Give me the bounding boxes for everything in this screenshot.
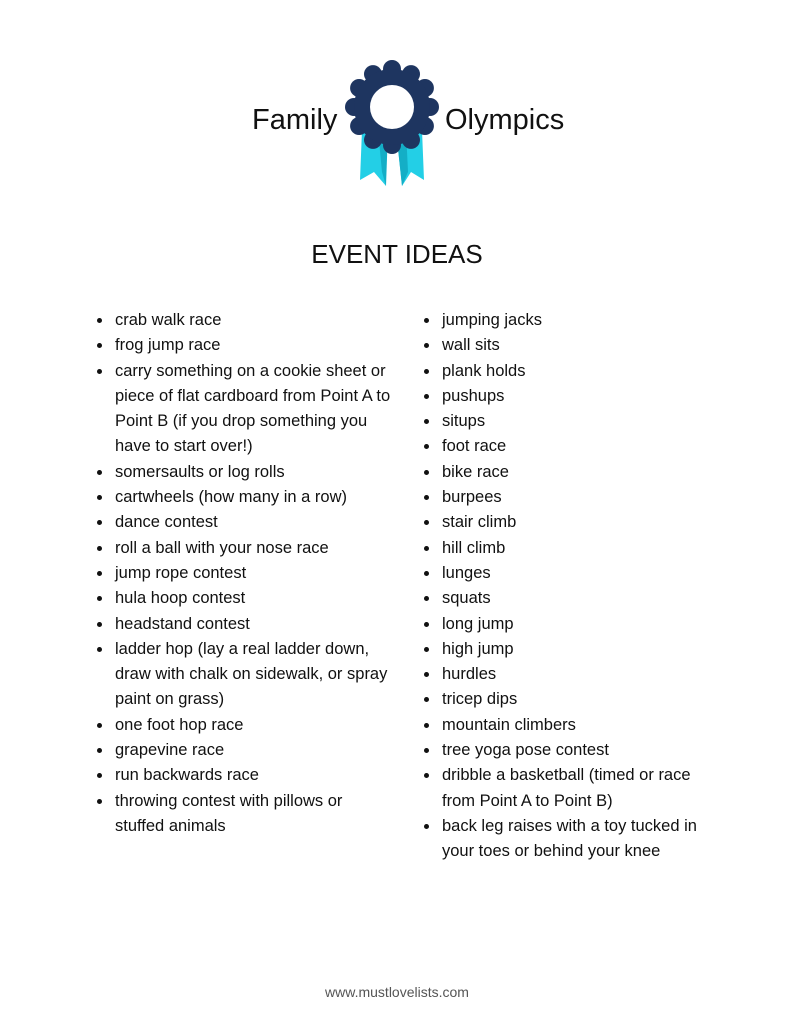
list-item: somersaults or log rolls bbox=[96, 460, 396, 485]
list-item: hurdles bbox=[423, 662, 713, 687]
list-item: grapevine race bbox=[96, 738, 396, 763]
section-title: EVENT IDEAS bbox=[311, 239, 483, 269]
list-item: dribble a basketball (timed or race from Point A to Point B) bbox=[423, 763, 713, 814]
list-item: headstand contest bbox=[96, 612, 396, 637]
list-item: frog jump race bbox=[96, 333, 396, 358]
list-item: ladder hop (lay a real ladder down, draw with chalk on sidewalk, or spray paint on grass) bbox=[96, 637, 396, 713]
list-item: lunges bbox=[423, 561, 713, 586]
title-olympics: Olympics bbox=[445, 104, 565, 136]
list-item: squats bbox=[423, 586, 713, 611]
list-item: mountain climbers bbox=[423, 713, 713, 738]
list-item: foot race bbox=[423, 434, 713, 459]
list-item: one foot hop race bbox=[96, 713, 396, 738]
list-item: crab walk race bbox=[96, 308, 396, 333]
list-item: pushups bbox=[423, 384, 713, 409]
list-item: jump rope contest bbox=[96, 561, 396, 586]
list-item: tricep dips bbox=[423, 687, 713, 712]
list-item: roll a ball with your nose race bbox=[96, 536, 396, 561]
medal-rosette-icon bbox=[338, 60, 448, 190]
list-item: jumping jacks bbox=[423, 308, 713, 333]
list-item: throwing contest with pillows or stuffed animals bbox=[96, 789, 396, 840]
list-item: situps bbox=[423, 409, 713, 434]
list-item: wall sits bbox=[423, 333, 713, 358]
list-item: dance contest bbox=[96, 510, 396, 535]
header bbox=[0, 60, 794, 190]
list-item: stair climb bbox=[423, 510, 713, 535]
list-item: high jump bbox=[423, 637, 713, 662]
footer-url: www.mustlovelists.com bbox=[325, 984, 469, 1000]
list-item: plank holds bbox=[423, 359, 713, 384]
list-item: hill climb bbox=[423, 536, 713, 561]
list-item: back leg raises with a toy tucked in your toes or behind your knee bbox=[423, 814, 713, 865]
events-list-right bbox=[423, 308, 713, 865]
list-item: bike race bbox=[423, 460, 713, 485]
list-item: burpees bbox=[423, 485, 713, 510]
list-item: tree yoga pose contest bbox=[423, 738, 713, 763]
title-family: Family bbox=[252, 104, 338, 136]
list-item: hula hoop contest bbox=[96, 586, 396, 611]
list-item: cartwheels (how many in a row) bbox=[96, 485, 396, 510]
list-item: carry something on a cookie sheet or piece of flat cardboard from Point A to Point B (if you drop something you have to start over!) bbox=[96, 359, 396, 460]
events-list-left bbox=[96, 308, 396, 839]
list-item: run backwards race bbox=[96, 763, 396, 788]
list-item: long jump bbox=[423, 612, 713, 637]
